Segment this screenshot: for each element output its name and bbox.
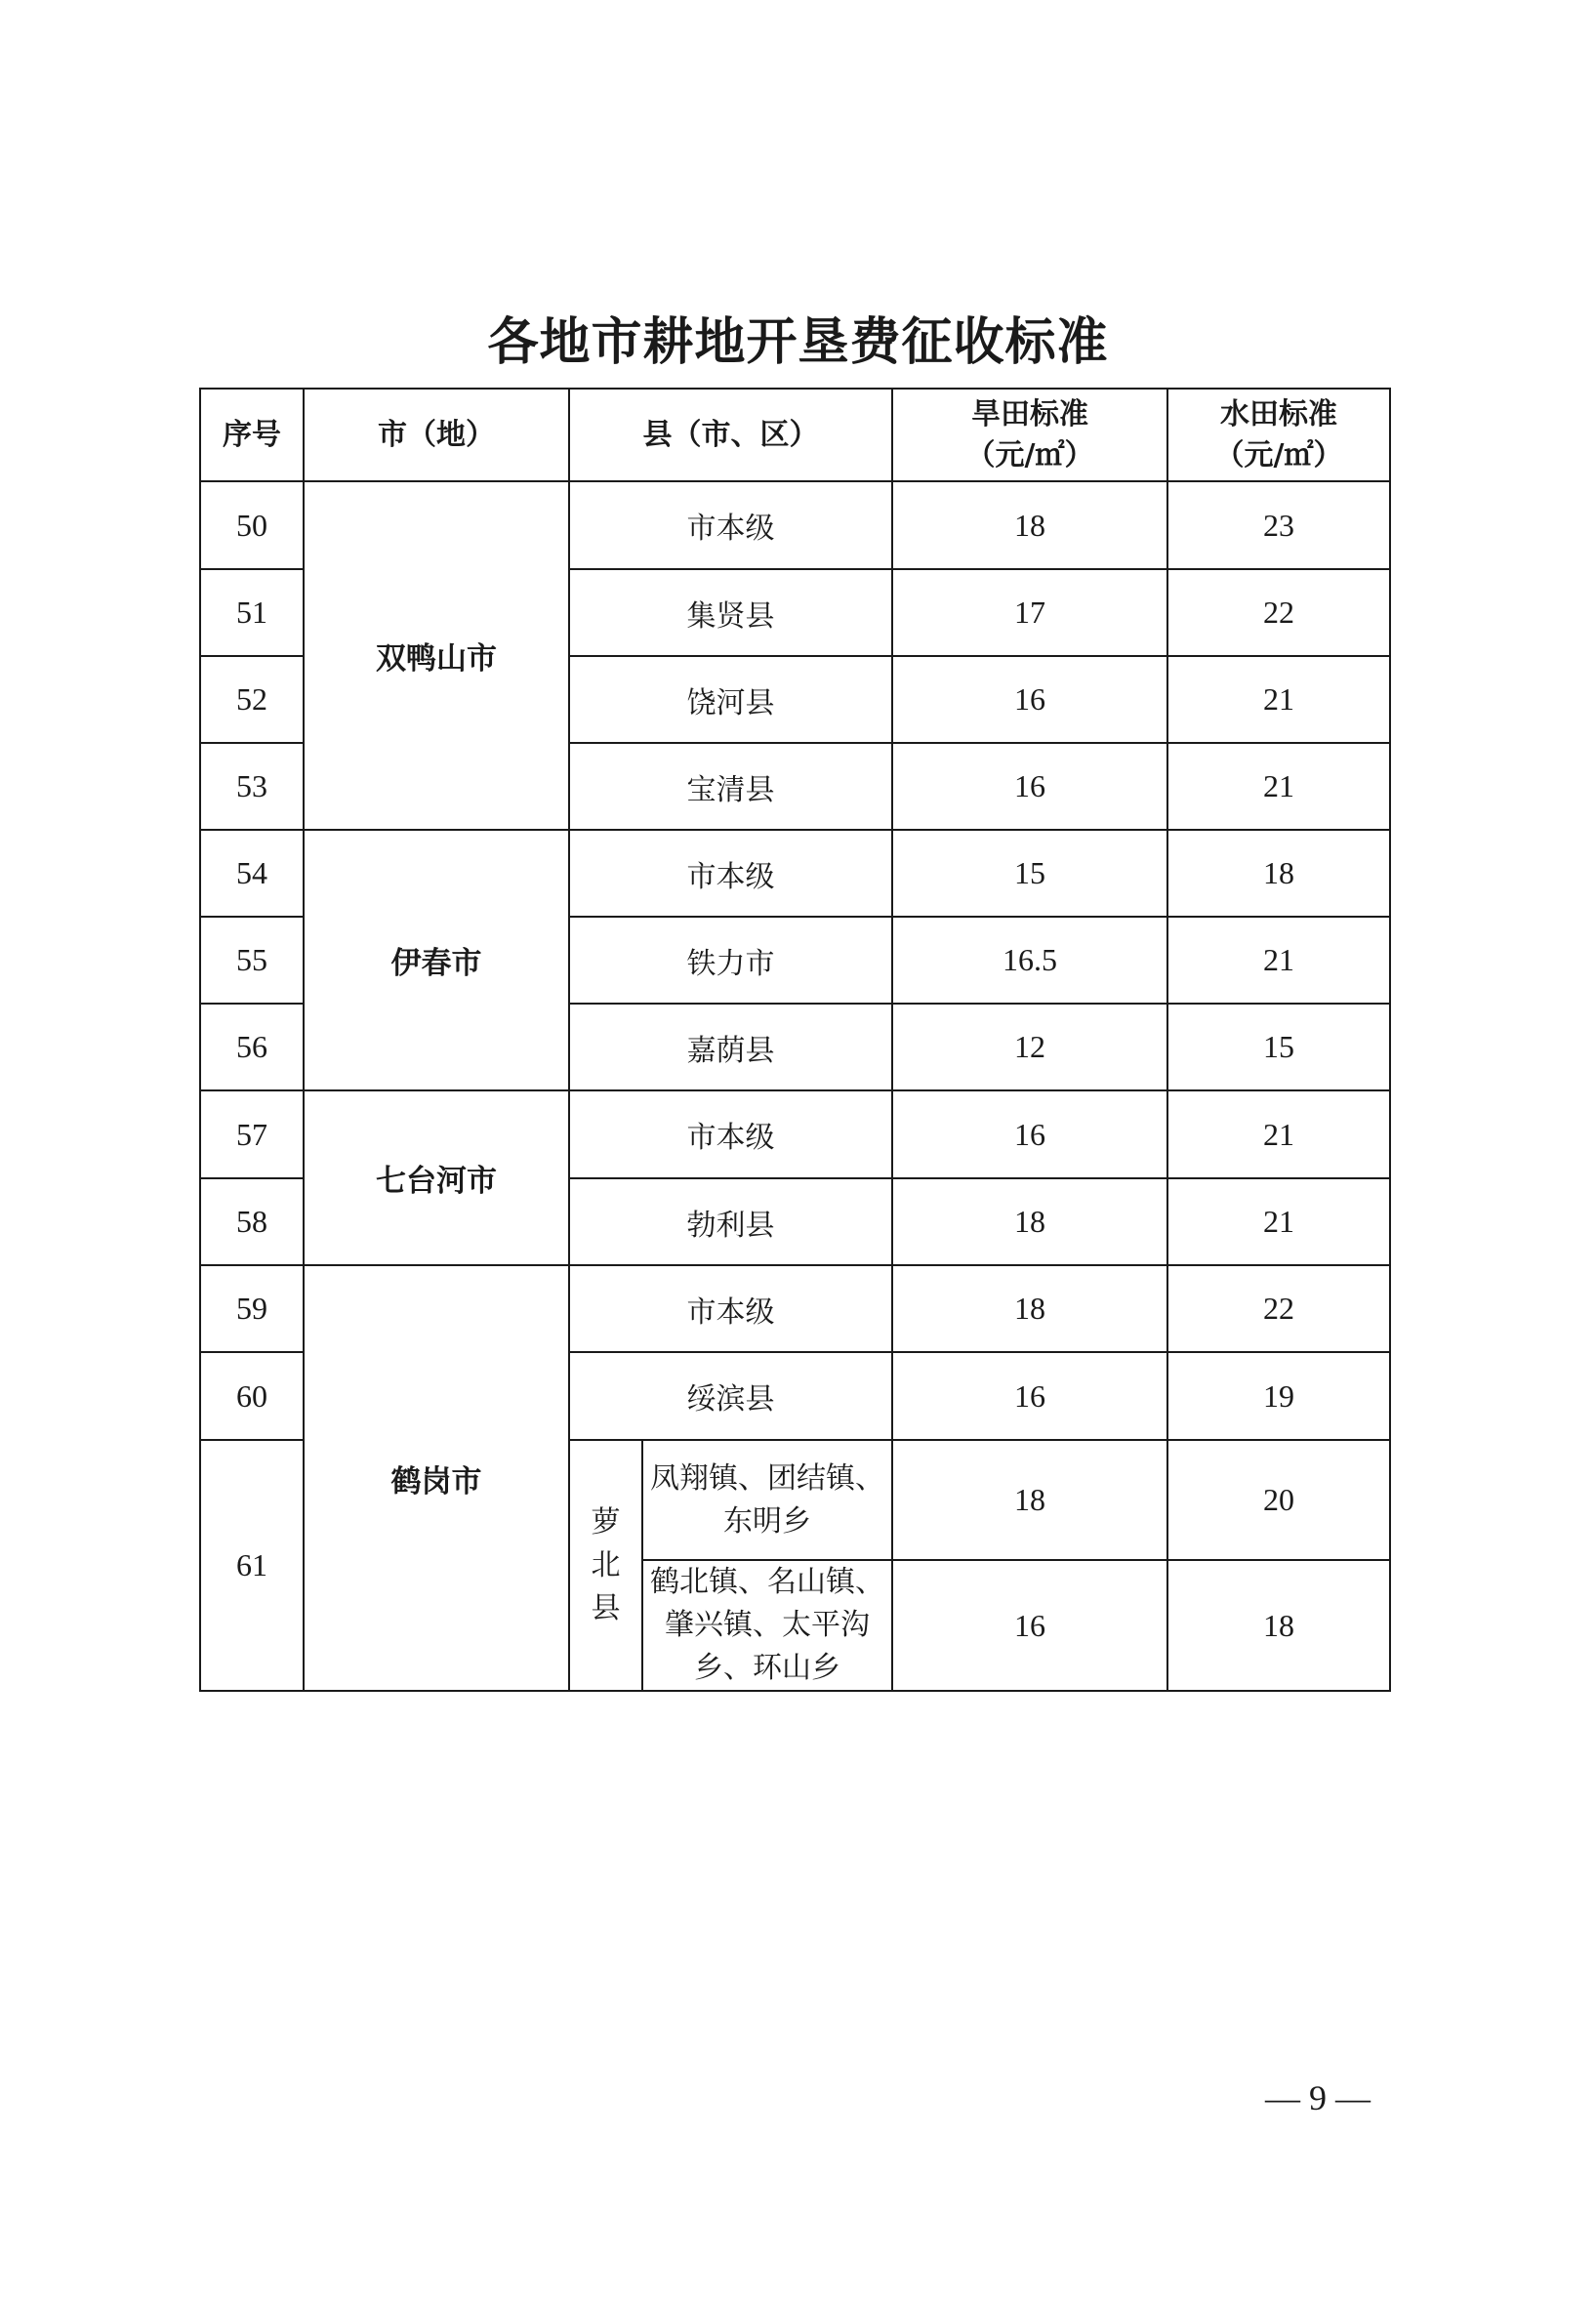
town-cell: 凤翔镇、团结镇、东明乡 bbox=[642, 1440, 892, 1560]
paddy-value: 21 bbox=[1167, 656, 1390, 743]
seq-cell: 52 bbox=[200, 656, 304, 743]
county-cell: 市本级 bbox=[569, 1090, 892, 1178]
dry-value: 18 bbox=[892, 1178, 1167, 1265]
seq-cell: 61 bbox=[200, 1440, 304, 1691]
dry-value: 18 bbox=[892, 1440, 1167, 1560]
dry-value: 16 bbox=[892, 1560, 1167, 1691]
seq-cell: 54 bbox=[200, 830, 304, 917]
paddy-value: 21 bbox=[1167, 1090, 1390, 1178]
header-dry-unit: （元/㎡） bbox=[965, 437, 1094, 472]
header-paddy bbox=[1167, 389, 1390, 481]
header-dry-label: 旱田标准 bbox=[971, 396, 1088, 431]
dry-value: 12 bbox=[892, 1004, 1167, 1090]
city-cell: 鹤岗市 bbox=[304, 1265, 569, 1691]
county-cell: 宝清县 bbox=[569, 743, 892, 830]
town-cell: 鹤北镇、名山镇、肇兴镇、太平沟乡、环山乡 bbox=[642, 1560, 892, 1691]
seq-cell: 59 bbox=[200, 1265, 304, 1352]
paddy-value: 20 bbox=[1167, 1440, 1390, 1560]
dry-value: 16 bbox=[892, 1352, 1167, 1440]
dry-value: 18 bbox=[892, 481, 1167, 569]
table-row bbox=[200, 1090, 1390, 1178]
paddy-value: 18 bbox=[1167, 1560, 1390, 1691]
city-cell: 七台河市 bbox=[304, 1090, 569, 1265]
county-cell: 市本级 bbox=[569, 1265, 892, 1352]
header-row bbox=[200, 389, 1390, 481]
county-cell-luobei: 萝 北 县 bbox=[569, 1440, 642, 1691]
seq-cell: 55 bbox=[200, 917, 304, 1004]
dry-value: 17 bbox=[892, 569, 1167, 656]
table-row bbox=[200, 1265, 1390, 1352]
county-cell: 勃利县 bbox=[569, 1178, 892, 1265]
paddy-value: 23 bbox=[1167, 481, 1390, 569]
county-cell: 铁力市 bbox=[569, 917, 892, 1004]
city-cell: 双鸭山市 bbox=[304, 481, 569, 830]
city-cell: 伊春市 bbox=[304, 830, 569, 1090]
standards-table bbox=[199, 388, 1391, 1692]
seq-cell: 60 bbox=[200, 1352, 304, 1440]
header-city: 市（地） bbox=[304, 389, 569, 481]
page-title: 各地市耕地开垦费征收标准 bbox=[487, 313, 1109, 372]
table-row bbox=[200, 481, 1390, 569]
seq-cell: 51 bbox=[200, 569, 304, 656]
header-county: 县（市、区） bbox=[569, 389, 892, 481]
header-paddy-unit: （元/㎡） bbox=[1214, 437, 1343, 472]
page-number: — 9 — bbox=[1265, 2078, 1371, 2117]
dry-value: 16 bbox=[892, 1090, 1167, 1178]
seq-cell: 57 bbox=[200, 1090, 304, 1178]
seq-cell: 58 bbox=[200, 1178, 304, 1265]
paddy-value: 22 bbox=[1167, 1265, 1390, 1352]
paddy-value: 18 bbox=[1167, 830, 1390, 917]
seq-cell: 56 bbox=[200, 1004, 304, 1090]
paddy-value: 21 bbox=[1167, 917, 1390, 1004]
dry-value: 16 bbox=[892, 656, 1167, 743]
header-dry bbox=[892, 389, 1167, 481]
dry-value: 16 bbox=[892, 743, 1167, 830]
table-row bbox=[200, 830, 1390, 917]
header-seq: 序号 bbox=[200, 389, 304, 481]
dry-value: 18 bbox=[892, 1265, 1167, 1352]
county-cell: 绥滨县 bbox=[569, 1352, 892, 1440]
county-cell: 市本级 bbox=[569, 481, 892, 569]
header-paddy-label: 水田标准 bbox=[1220, 396, 1337, 431]
dry-value: 16.5 bbox=[892, 917, 1167, 1004]
dry-value: 15 bbox=[892, 830, 1167, 917]
paddy-value: 21 bbox=[1167, 743, 1390, 830]
paddy-value: 22 bbox=[1167, 569, 1390, 656]
seq-cell: 53 bbox=[200, 743, 304, 830]
county-cell: 市本级 bbox=[569, 830, 892, 917]
county-cell: 饶河县 bbox=[569, 656, 892, 743]
paddy-value: 21 bbox=[1167, 1178, 1390, 1265]
county-cell: 集贤县 bbox=[569, 569, 892, 656]
seq-cell: 50 bbox=[200, 481, 304, 569]
paddy-value: 15 bbox=[1167, 1004, 1390, 1090]
county-cell: 嘉荫县 bbox=[569, 1004, 892, 1090]
paddy-value: 19 bbox=[1167, 1352, 1390, 1440]
